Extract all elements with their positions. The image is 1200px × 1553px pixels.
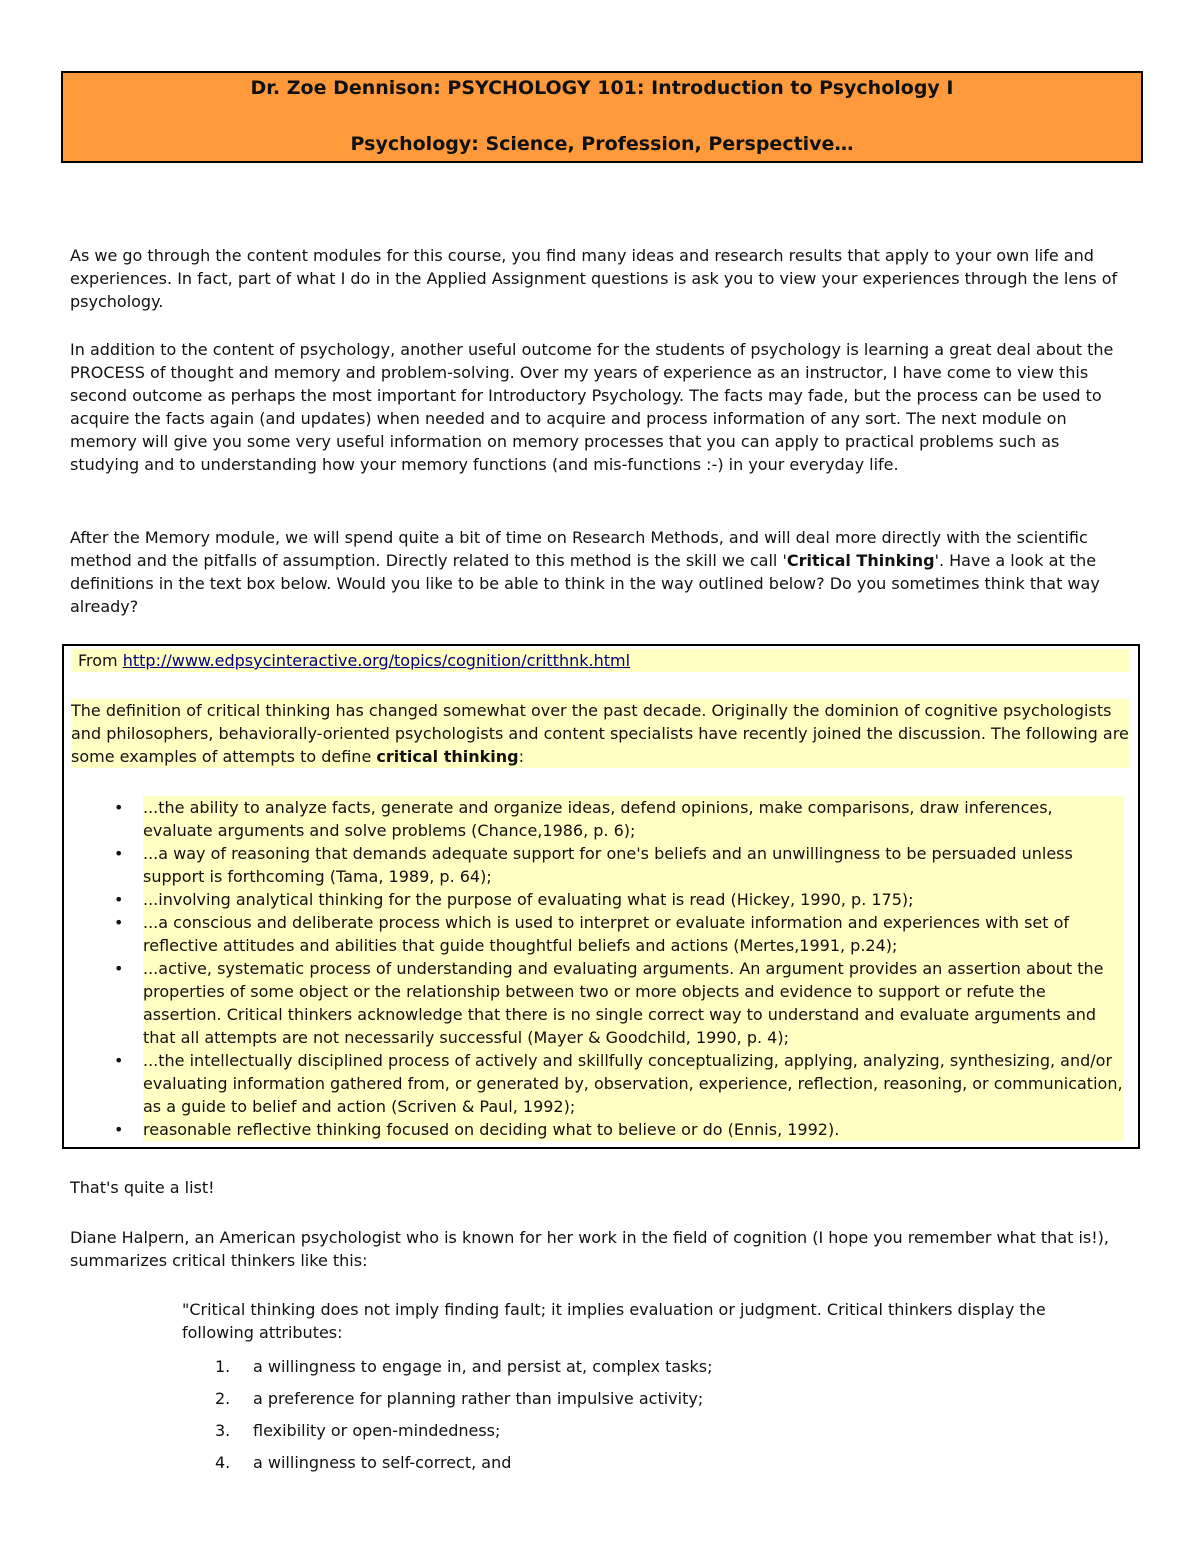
bullet-icon: • xyxy=(114,1120,124,1139)
list-item: • ...involving analytical thinking for the purpose of evaluating what is read (Hickey, 1990, p. 175); xyxy=(64,888,1124,911)
bullet-icon: • xyxy=(114,959,124,978)
intro-paragraph-1: As we go through the content modules for this course, you find many ideas and research results that apply to your own life and experiences. In fact, part of what I do in the Applied Assignment questions is ask you to view your experiences through the lens of psychology. xyxy=(70,246,1118,311)
list-item: • ...a way of reasoning that demands adequate support for one's beliefs and an unwillingness to be persuaded unless support is forthcoming (Tama, 1989, p. 64); xyxy=(64,842,1124,888)
list-item: • ...the intellectually disciplined process of actively and skillfully conceptualizing, applying, analyzing, synthesizing, and/or evaluating information gathered from, or generated by, observation, experience, reflection, reasoning, or communication, as a guide to belief and action (Scriven & Paul, 1992); xyxy=(114,1051,1123,1116)
intro-paragraph-3: After the Memory module, we will spend quite a bit of time on Research Methods, and will deal more directly with the scientific method and the pitfalls of assumption. Directly related to this method is the skill we call 'Critical Thinking'. Have a look at the definitions in the text box below. Would you like to be able to think in the way outlined below? Do you sometimes think that way already? xyxy=(70,528,1100,616)
definition-intro: The definition of critical thinking has changed somewhat over the past decade. Originally the dominion of cognitive psychologists and philosophers, behaviorally-oriented psychologists and content specialists have recently joined the discussion. The following are some examples of attempts to define critical thinking: xyxy=(71,701,1129,766)
header-box xyxy=(61,71,1143,163)
list-item: 1. a willingness to engage in, and persist at, complex tasks; xyxy=(215,1357,713,1376)
critical-thinking-term: Critical Thinking xyxy=(786,551,935,570)
list-item: 4. a willingness to self-correct, and xyxy=(215,1453,512,1472)
bullet-icon: • xyxy=(114,844,124,863)
paragraph-halpern: Diane Halpern, an American psychologist who is known for her work in the field of cognition (I hope you remember what that is!), summarizes critical thinkers like this: xyxy=(70,1228,1110,1270)
definitions-list xyxy=(64,796,1124,1141)
list-item: • ...active, systematic process of understanding and evaluating arguments. An argument provides an assertion about the properties of some object or the relationship between two or more objects and evidence to support or refute the assertion. Critical thinkers acknowledge that there is no single correct way to understand and evaluate arguments and that all attempts are not necessarily successful (Mayer & Goodchild, 1990, p. 4); xyxy=(64,957,1124,1049)
source-link[interactable]: http://www.edpsycinteractive.org/topics/cognition/critthnk.html xyxy=(122,651,631,670)
intro-paragraph-2: In addition to the content of psychology, another useful outcome for the students of psychology is learning a great deal about the PROCESS of thought and memory and problem-solving. Over my years of experience as an instructor, I have come to view this second outcome as perhaps the most important for Introductory Psychology. The facts may fade, but the process can be used to acquire the facts again (and updates) when needed and to acquire and process information of any sort. The next module on memory will give you some very useful information on memory processes that you can apply to practical problems such as studying and to understanding how your memory functions (and mis-functions :-) in your everyday life. xyxy=(70,340,1114,474)
page-subtitle: Psychology: Science, Profession, Perspective… xyxy=(350,133,854,155)
bullet-icon: • xyxy=(114,1051,124,1070)
bullet-icon: • xyxy=(114,913,124,932)
page-title: Dr. Zoe Dennison: PSYCHOLOGY 101: Introduction to Psychology I xyxy=(250,77,954,99)
attributes-list xyxy=(215,1355,1115,1483)
bullet-icon: • xyxy=(114,798,124,817)
list-item: • reasonable reflective thinking focused on deciding what to believe or do (Ennis, 1992). xyxy=(64,1118,1124,1141)
source-line: From http://www.edpsycinteractive.org/topics/cognition/critthnk.html xyxy=(71,649,1129,672)
halpern-quote: "Critical thinking does not imply finding fault; it implies evaluation or judgment. Critical thinkers display the following attributes: xyxy=(182,1300,1046,1342)
list-item: • ...a conscious and deliberate process which is used to interpret or evaluate information and experiences with set of reflective attitudes and abilities that guide thoughtful beliefs and actions (Mertes,1991, p.24); xyxy=(64,911,1124,957)
list-item: • ...the ability to analyze facts, generate and organize ideas, defend opinions, make comparisons, draw inferences, evaluate arguments and solve problems (Chance,1986, p. 6); xyxy=(64,796,1124,842)
paragraph-list-comment: That's quite a list! xyxy=(70,1178,215,1197)
list-item: 3. flexibility or open-mindedness; xyxy=(215,1421,501,1440)
list-item: 2. a preference for planning rather than impulsive activity; xyxy=(215,1389,704,1408)
bullet-icon: • xyxy=(114,890,124,909)
definitions-text-box xyxy=(62,644,1140,1149)
